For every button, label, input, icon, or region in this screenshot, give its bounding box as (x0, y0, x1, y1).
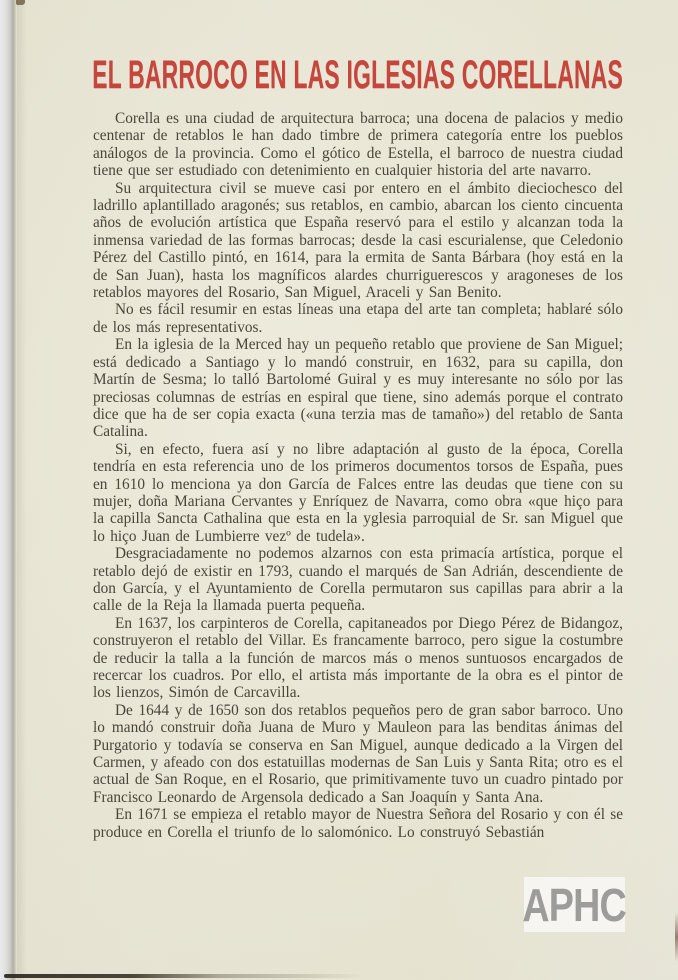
scan-artifact-speck (16, 0, 25, 5)
paragraph: No es fácil resumir en estas líneas una etapa del arte tan completa; hablaré sólo de los más representativos. (93, 301, 623, 336)
document-title: EL BARROCO EN LAS IGLESIAS CORELLANAS (92, 53, 624, 97)
page-edge-bottom (4, 974, 364, 978)
paragraph: Desgraciadamente no podemos alzarnos con esta primacía artística, porque el retablo dejó de existir en 1793, cuando el marqués de San Adrián, descendiente de don García, y el Ayuntamiento de Corella permutaron sus capillas para abrir a la calle de la Reja la llamada puerta pequeña. (93, 545, 623, 615)
page-edge-left-shadow (17, 0, 27, 980)
watermark-text: APHC (522, 878, 627, 931)
paragraph: Su arquitectura civil se mueve casi por entero en el ámbito dieciochesco del ladrillo aplantillado aragonés; sus retablos, en cambio, abarcan los ciento cincuenta años de evolución artística que España reservó para el estilo y alcanzan toda la inmensa variedad de las formas barrocas; desde la casi escurialense, que Celedonio Pérez del Castillo pintó, en 1614, para la ermita de Santa Bárbara (hoy está en la de San Juan), hasta los magníficos alardes churriguerescos y aragoneses de los retablos mayores del Rosario, San Miguel, Araceli y San Benito. (93, 179, 623, 302)
paragraph: Si, en efecto, fuera así y no libre adaptación al gusto de la época, Corella tendría en esta referencia uno de los primeros documentos torsos de España, pues en 1610 lo menciona ya don García de Falces entre las deudas que tiene con su mujer, doña Mariana Cervantes y Enríquez de Navarra, como obra «que hiço para la capilla Sancta Cathalina que esta en la yglesia parroquial de Sr. san Miguel que lo hiço Juan de Lumbierre vezº de tudela». (93, 440, 623, 545)
document-title-row (92, 53, 624, 97)
watermark-overlay (524, 877, 625, 932)
page-edge-left (0, 0, 17, 980)
paragraph: En la iglesia de la Merced hay un pequeño retablo que proviene de San Miguel; está dedicado a Santiago y lo mandó construir, en 1632, para su capilla, don Martín de Sesma; lo talló Bartolomé Guiral y es muy interesante no sólo por las preciosas columnas de estrías en espiral que tiene, sino además porque el contrato dice que ha de ser copia exacta («una terzia mas de tamaño») del retablo de Santa Catalina. (93, 336, 623, 441)
paragraph: Corella es una ciudad de arquitectura barroca; una docena de palacios y medio centenar de retablos le han dado timbre de primera categoría entre los pueblos análogos de la provincia. Como el gótico de Estella, el barroco de nuestra ciudad tiene que ser estudiado con detenimiento en cualquier historia del arte navarro. (93, 110, 623, 180)
paragraph: En 1671 se empieza el retablo mayor de Nuestra Señora del Rosario y con él se produce en Corella el triunfo de lo salomónico. Lo construyó Sebastián (93, 806, 624, 841)
document-body (93, 110, 623, 841)
paragraph: En 1637, los carpinteros de Corella, capitaneados por Diego Pérez de Bidangoz, construyeron el retablo del Villar. Es francamente barroco, pero sigue la costumbre de reducir la talla a la función de marcos más o menos suntuosos encargados de recercar los cuadros. Por ello, el artista más importante de la obra es el pintor de los lienzos, Simón de Carcavilla. (93, 614, 623, 702)
paragraph: De 1644 y de 1650 son dos retablos pequeños pero de gran sabor barroco. Uno lo mandó construir doña Juana de Muro y Mauleon para las benditas ánimas del Purgatorio y todavía se conserva en San Miguel, aunque dedicado a la Virgen del Carmen, y afeado con dos estatuillas modernas de San Luis y Santa Rita; otro es el actual de San Roque, en el Rosario, que primitivamente tuvo un cuadro pintado por Francisco Leonardo de Argensola dedicado a San Joaquín y Santa Ana. (93, 701, 623, 806)
